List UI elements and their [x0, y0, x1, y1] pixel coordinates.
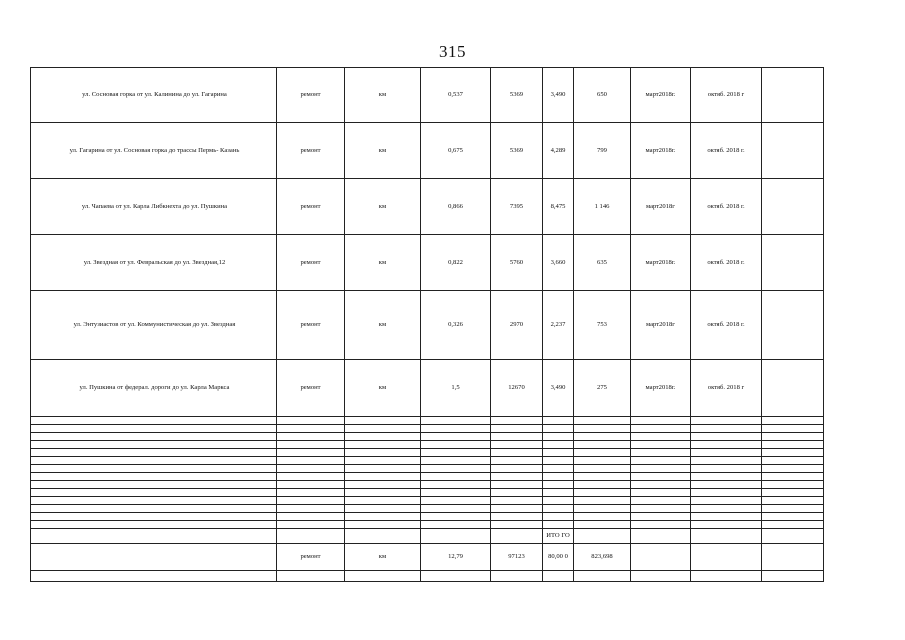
per-unit-cell: 635	[574, 235, 631, 291]
total-unit-cell: км	[345, 544, 421, 571]
blank-row	[31, 489, 824, 497]
blank-row	[31, 457, 824, 465]
blank-row	[31, 433, 824, 441]
unit-cell: км	[345, 291, 421, 360]
itogo-row	[31, 529, 824, 544]
blank-row	[31, 417, 824, 425]
end-date-cell: октяб. 2018 г.	[691, 179, 762, 235]
road-repair-table	[30, 67, 824, 582]
total-area-cell: 97123	[491, 544, 543, 571]
end-date-cell: октяб. 2018 г.	[691, 123, 762, 179]
total-row	[31, 544, 824, 571]
start-date-cell: март2018г.	[631, 360, 691, 417]
area-cell: 2970	[491, 291, 543, 360]
cost-cell: 3,490	[543, 360, 574, 417]
blank-row	[31, 465, 824, 473]
note-cell	[762, 291, 824, 360]
work-type-cell: ремонт	[277, 179, 345, 235]
length-cell: 1,5	[421, 360, 491, 417]
page-number: 315	[439, 42, 466, 61]
end-date-cell: октяб. 2018 г.	[691, 291, 762, 360]
end-date-cell: октяб. 2018 г	[691, 360, 762, 417]
length-cell: 0,675	[421, 123, 491, 179]
unit-cell: км	[345, 235, 421, 291]
end-date-cell: октяб. 2018 г.	[691, 235, 762, 291]
cost-cell: 8,475	[543, 179, 574, 235]
unit-cell: км	[345, 123, 421, 179]
blank-row	[31, 521, 824, 529]
table-row	[31, 68, 824, 123]
note-cell	[762, 360, 824, 417]
start-date-cell: март2018г.	[631, 235, 691, 291]
start-date-cell: март2018г.	[631, 68, 691, 123]
road-name-cell: ул. Энтузиастов от ул. Коммунистическая до ул. Звездная	[31, 291, 277, 360]
total-work-cell: ремонт	[277, 544, 345, 571]
blank-row	[31, 505, 824, 513]
table-body	[31, 68, 824, 417]
blank-row	[31, 513, 824, 521]
road-name-cell: ул. Звездная от ул. Февральская до ул. Звездная,12	[31, 235, 277, 291]
start-date-cell: март2018г	[631, 291, 691, 360]
itogo-label: ИТО ГО	[543, 529, 574, 544]
cost-cell: 4,289	[543, 123, 574, 179]
note-cell	[762, 235, 824, 291]
length-cell: 0,822	[421, 235, 491, 291]
note-cell	[762, 68, 824, 123]
cost-cell: 3,490	[543, 68, 574, 123]
work-type-cell: ремонт	[277, 291, 345, 360]
table-row	[31, 123, 824, 179]
length-cell: 0,866	[421, 179, 491, 235]
blank-row	[31, 497, 824, 505]
road-name-cell: ул. Пушкина от федерал. дороги до ул. Карла Маркса	[31, 360, 277, 417]
work-type-cell: ремонт	[277, 235, 345, 291]
start-date-cell: март2018г	[631, 179, 691, 235]
per-unit-cell: 650	[574, 68, 631, 123]
note-cell	[762, 123, 824, 179]
area-cell: 7395	[491, 179, 543, 235]
blank-row	[31, 441, 824, 449]
work-type-cell: ремонт	[277, 123, 345, 179]
note-cell	[762, 179, 824, 235]
blank-rows	[31, 417, 824, 529]
blank-row	[31, 425, 824, 433]
area-cell: 5760	[491, 235, 543, 291]
total-length-cell: 12,79	[421, 544, 491, 571]
per-unit-cell: 275	[574, 360, 631, 417]
start-date-cell: март2018г.	[631, 123, 691, 179]
per-unit-cell: 799	[574, 123, 631, 179]
table-row	[31, 291, 824, 360]
area-cell: 12670	[491, 360, 543, 417]
road-name-cell: ул. Сосновая горка от ул. Калинина до ул. Гагарина	[31, 68, 277, 123]
total-per-unit-cell: 823,698	[574, 544, 631, 571]
length-cell: 0,537	[421, 68, 491, 123]
blank-row	[31, 481, 824, 489]
blank-row	[31, 449, 824, 457]
length-cell: 0,326	[421, 291, 491, 360]
work-type-cell: ремонт	[277, 68, 345, 123]
unit-cell: км	[345, 179, 421, 235]
table-row	[31, 360, 824, 417]
cost-cell: 3,660	[543, 235, 574, 291]
table-row	[31, 179, 824, 235]
per-unit-cell: 753	[574, 291, 631, 360]
area-cell: 5369	[491, 123, 543, 179]
cost-cell: 2,237	[543, 291, 574, 360]
table-row	[31, 235, 824, 291]
footer-row	[31, 571, 824, 582]
totals-section	[31, 529, 824, 582]
area-cell: 5369	[491, 68, 543, 123]
total-cost-cell: 80,00 0	[543, 544, 574, 571]
per-unit-cell: 1 146	[574, 179, 631, 235]
unit-cell: км	[345, 68, 421, 123]
blank-row	[31, 473, 824, 481]
end-date-cell: октяб. 2018 г	[691, 68, 762, 123]
work-type-cell: ремонт	[277, 360, 345, 417]
unit-cell: км	[345, 360, 421, 417]
road-name-cell: ул. Чапаева от ул. Карла Либкнехта до ул. Пушкина	[31, 179, 277, 235]
road-name-cell: ул. Гагарина от ул. Сосновая горка до трассы Пермь- Казань	[31, 123, 277, 179]
